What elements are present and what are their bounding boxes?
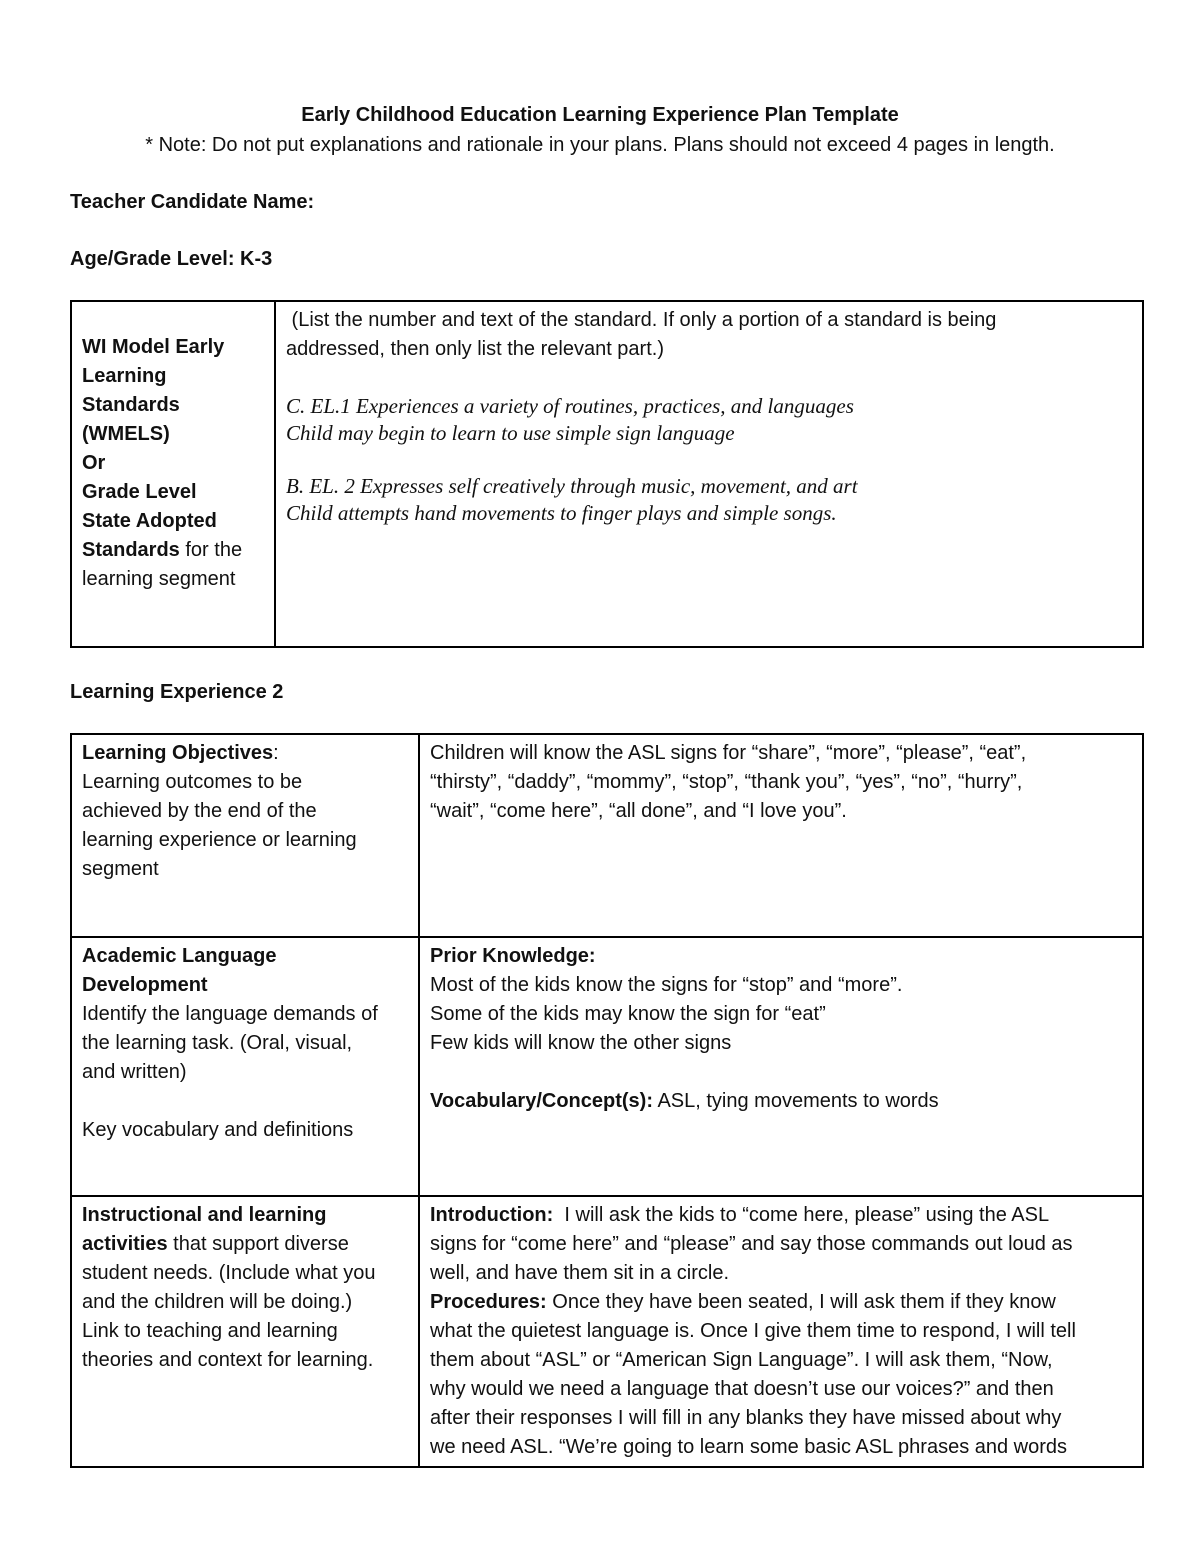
language-content-cell — [419, 937, 1143, 1196]
standards-table — [70, 300, 1144, 648]
vocabulary-text: ASL, tying movements to words — [653, 1090, 939, 1112]
procedures-text: why would we need a language that doesn’t use our voices?” and then — [430, 1378, 1054, 1400]
activities-row — [71, 1196, 1143, 1467]
objectives-row — [71, 734, 1143, 937]
introduction-text: signs for “come here” and “please” and say those commands out loud as — [430, 1233, 1073, 1255]
key-vocabulary-label: Key vocabulary and definitions — [82, 1119, 354, 1141]
activities-desc: and the children will be doing.) — [82, 1291, 353, 1313]
prior-knowledge-line: Few kids will know the other signs — [430, 1032, 732, 1054]
objectives-content-cell — [419, 734, 1143, 937]
standards-label-line: (WMELS) — [82, 423, 170, 445]
introduction-label: Introduction: — [430, 1204, 554, 1226]
section-title: Learning Experience 2 — [70, 681, 284, 703]
prior-knowledge-label: Prior Knowledge: — [430, 945, 596, 967]
standard-1-title: C. EL.1 Experiences a variety of routines, practices, and languages — [286, 394, 854, 418]
procedures-text: them about “ASL” or “American Sign Language”. I will ask them, “Now, — [430, 1349, 1053, 1371]
prior-knowledge-line: Most of the kids know the signs for “stop” and “more”. — [430, 974, 903, 996]
title-block — [0, 100, 1200, 160]
standards-label-cell — [71, 301, 275, 647]
standards-label-line: Learning — [82, 365, 167, 387]
document-note: * Note: Do not put explanations and rationale in your plans. Plans should not exceed 4 pages in length. — [145, 134, 1055, 156]
language-label-cell — [71, 937, 419, 1196]
objectives-label: Learning Objectives — [82, 742, 274, 764]
language-row — [71, 937, 1143, 1196]
standards-instruction: addressed, then only list the relevant part.) — [286, 338, 664, 360]
language-label: Development — [82, 974, 208, 996]
prior-knowledge-line: Some of the kids may know the sign for “eat” — [430, 1003, 826, 1025]
standards-label-line: State Adopted — [82, 510, 217, 532]
teacher-candidate-field: Teacher Candidate Name: — [70, 191, 315, 213]
objectives-content: Children will know the ASL signs for “share”, “more”, “please”, “eat”, — [430, 742, 1027, 764]
introduction-text: I will ask the kids to “come here, please” using the ASL — [553, 1204, 1050, 1226]
document-title: Early Childhood Education Learning Experience Plan Template — [301, 104, 899, 126]
activities-desc: Link to teaching and learning — [82, 1320, 338, 1342]
activities-label: activities — [82, 1233, 168, 1255]
procedures-text: we need ASL. “We’re going to learn some basic ASL phrases and words — [430, 1436, 1068, 1458]
standards-instruction: (List the number and text of the standard. If only a portion of a standard is being — [286, 309, 997, 331]
objectives-desc: achieved by the end of the — [82, 800, 317, 822]
language-desc: Identify the language demands of — [82, 1003, 378, 1025]
objectives-desc: Learning outcomes to be — [82, 771, 303, 793]
activities-label: Instructional and learning — [82, 1204, 327, 1226]
vocabulary-label: Vocabulary/Concept(s): — [430, 1090, 653, 1112]
objectives-desc: segment — [82, 858, 159, 880]
standard-2-title: B. EL. 2 Expresses self creatively through music, movement, and art — [286, 474, 858, 498]
standards-label-line: learning segment — [82, 568, 236, 590]
standard-1-detail: Child may begin to learn to use simple sign language — [286, 421, 735, 445]
procedures-text: what the quietest language is. Once I give them time to respond, I will tell — [430, 1320, 1076, 1342]
standard-2-detail: Child attempts hand movements to finger plays and simple songs. — [286, 501, 837, 525]
language-desc: and written) — [82, 1061, 187, 1083]
standards-label-line: Standards — [82, 394, 180, 416]
plan-table — [70, 733, 1144, 1468]
age-grade-field: Age/Grade Level: K-3 — [70, 248, 273, 270]
standards-label-line: Grade Level — [82, 481, 197, 503]
standards-content-cell — [275, 301, 1143, 647]
language-label: Academic Language — [82, 945, 277, 967]
objectives-content: “thirsty”, “daddy”, “mommy”, “stop”, “thank you”, “yes”, “no”, “hurry”, — [430, 771, 1023, 793]
standards-label-line: Or — [82, 452, 106, 474]
objectives-content: “wait”, “come here”, “all done”, and “I love you”. — [430, 800, 847, 822]
standards-label-line: Standards for the — [82, 539, 243, 561]
introduction-text: well, and have them sit in a circle. — [430, 1262, 730, 1284]
procedures-text: after their responses I will fill in any blanks they have missed about why — [430, 1407, 1062, 1429]
objectives-desc: learning experience or learning — [82, 829, 357, 851]
activities-desc: theories and context for learning. — [82, 1349, 374, 1371]
procedures-label: Procedures: — [430, 1291, 547, 1313]
standards-label-line: WI Model Early — [82, 336, 225, 358]
language-desc: the learning task. (Oral, visual, — [82, 1032, 353, 1054]
procedures-text: Once they have been seated, I will ask them if they know — [546, 1291, 1056, 1313]
activities-content-cell — [419, 1196, 1143, 1467]
objectives-label-cell: Learning Objectives: Learning outcomes to be achieved by the end of the learning experience or learning segment — [71, 734, 419, 937]
activities-desc: student needs. (Include what you — [82, 1262, 376, 1284]
activities-label-cell: Instructional and learning activities that support diverse student needs. (Include what you and the children will be doing.) Link to teaching and learning theories and context for learning. — [71, 1196, 419, 1467]
